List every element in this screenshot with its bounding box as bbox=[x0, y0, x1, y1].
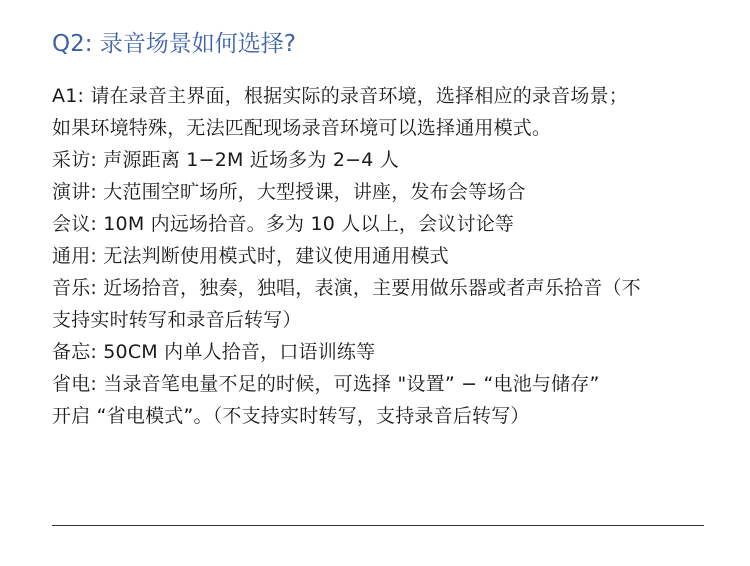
question-title: Q2: 录音场景如何选择? bbox=[52, 31, 297, 57]
answer-line: 通用: 无法判断使用模式时，建议使用通用模式 bbox=[52, 245, 449, 267]
answer-line: 会议: 10M 内远场拾音。多为 10 人以上，会议讨论等 bbox=[52, 213, 515, 235]
answer-line: 演讲: 大范围空旷场所，大型授课，讲座，发布会等场合 bbox=[52, 181, 526, 203]
answer-line: 省电: 当录音笔电量不足的时候，可选择 "设置” − “电池与储存” bbox=[52, 373, 600, 395]
bottom-divider bbox=[52, 525, 704, 526]
answer-block bbox=[52, 80, 712, 432]
answer-line: 采访: 声源距离 1−2M 近场多为 2−4 人 bbox=[52, 149, 399, 171]
answer-line: 支持实时转写和录音后转写） bbox=[52, 309, 302, 331]
answer-line: 如果环境特殊，无法匹配现场录音环境可以选择通用模式。 bbox=[52, 117, 552, 139]
answer-line: 备忘: 50CM 内单人拾音，口语训练等 bbox=[52, 341, 376, 363]
answer-line: 开启 “省电模式”。（不支持实时转写，支持录音后转写） bbox=[52, 405, 530, 427]
answer-line: A1: 请在录音主界面，根据实际的录音环境，选择相应的录音场景； bbox=[52, 85, 628, 107]
faq-section bbox=[52, 0, 712, 566]
answer-line: 音乐: 近场拾音，独奏，独唱，表演，主要用做乐器或者声乐拾音（不 bbox=[52, 277, 641, 299]
